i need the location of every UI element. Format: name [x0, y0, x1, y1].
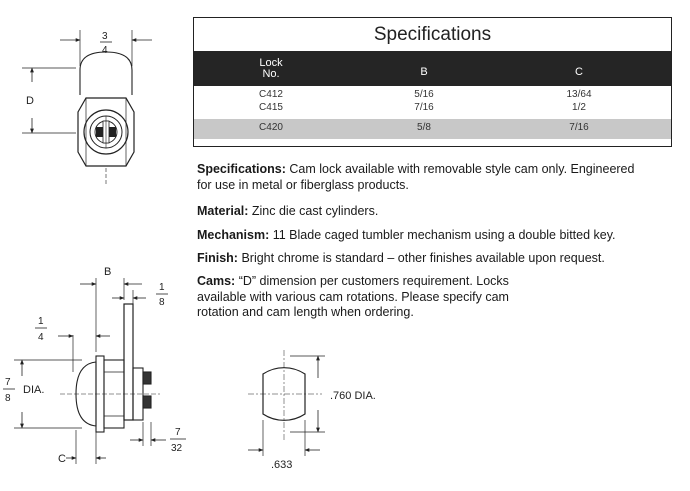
header-lock-line2: No.: [262, 68, 280, 80]
cutout-drawing: [248, 350, 325, 456]
front-view-drawing: [22, 30, 152, 185]
finish-label: Finish:: [197, 251, 238, 265]
mechanism-label: Mechanism:: [197, 228, 270, 242]
mechanism-text: 11 Blade caged tumbler mechanism using a double bitted key.: [269, 228, 616, 242]
header-c: C: [575, 66, 583, 78]
table-row: [194, 89, 671, 102]
material-label: Material:: [197, 204, 249, 218]
cutout-dia-label: .760 DIA.: [330, 390, 376, 402]
cell-c: 7/16: [569, 122, 589, 133]
cutout-flat-label: .633: [271, 459, 293, 471]
side-dia-suffix: DIA.: [23, 384, 45, 396]
cell-c: 1/2: [572, 102, 586, 113]
finish-text: Bright chrome is standard – other finishes available upon request.: [237, 251, 605, 265]
front-width-den: 4: [102, 45, 108, 56]
cell-b: 5/16: [414, 89, 434, 100]
side-offset-num: 1: [38, 316, 44, 327]
table-row: [194, 102, 671, 115]
table-row: [194, 119, 671, 139]
specifications-label: Specifications:: [197, 162, 286, 176]
side-c-label: C: [58, 453, 66, 465]
header-b: B: [420, 66, 428, 78]
specifications-text: Cam lock available with removable style cam only. Engineered for use in metal or fiberglass products.: [197, 162, 635, 192]
material-paragraph: [197, 204, 378, 220]
side-plate-num: 1: [159, 282, 165, 293]
cell-lock: C412: [259, 89, 283, 100]
table-header-row: [194, 51, 671, 86]
side-plate-den: 8: [159, 297, 165, 308]
cell-lock: C415: [259, 102, 283, 113]
cams-paragraph: [197, 274, 527, 321]
front-width-num: 3: [102, 31, 108, 42]
specifications-table: [193, 17, 672, 147]
finish-paragraph: [197, 251, 605, 267]
cell-b: 5/8: [417, 122, 431, 133]
header-lock-no: [236, 58, 306, 80]
material-text: Zinc die cast cylinders.: [248, 204, 379, 218]
table-title: Specifications: [373, 24, 492, 45]
mechanism-paragraph: [197, 228, 616, 244]
cell-c: 13/64: [566, 89, 592, 100]
side-dia-den: 8: [5, 393, 11, 404]
cell-lock: C420: [259, 122, 283, 133]
cams-label: Cams:: [197, 274, 236, 288]
side-offset-den: 4: [38, 332, 44, 343]
side-dia-num: 7: [5, 377, 11, 388]
side-rear-den: 32: [171, 443, 183, 454]
cams-text: “D” dimension per customers requirement. Locks available with various cam rotations. Please specify cam rotation and cam length when ordering.: [197, 274, 509, 319]
specifications-paragraph: [197, 162, 637, 193]
header-lock-line1: Lock: [259, 57, 283, 69]
side-rear-num: 7: [175, 427, 181, 438]
cell-b: 7/16: [414, 102, 434, 113]
front-d-label: D: [26, 95, 34, 107]
side-b-label: B: [104, 266, 112, 278]
side-view-drawing: [14, 278, 166, 464]
